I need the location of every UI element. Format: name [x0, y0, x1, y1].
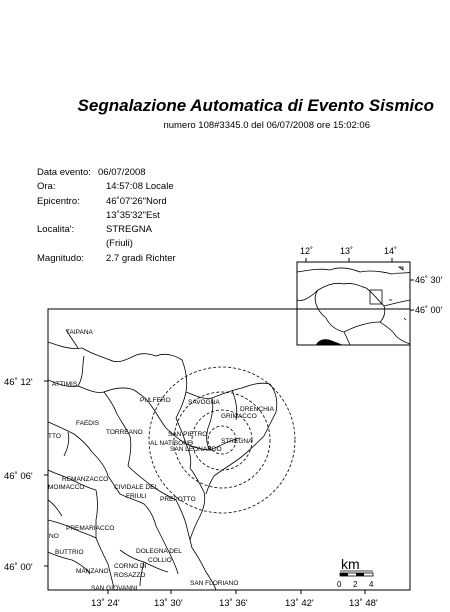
- lon-label-1348: 13˚ 48': [349, 598, 378, 609]
- place-tto-partial: TTO: [48, 433, 61, 440]
- place-pulfero: PULFERO: [140, 397, 171, 404]
- place-san-pietro: SAN PIETRO: [168, 431, 208, 438]
- lat-label-4600: 46˚ 00': [4, 562, 33, 573]
- place-corno: CORNO DI: [114, 563, 147, 570]
- inset-lat-label-4630: 46˚ 30': [415, 275, 443, 285]
- lon-label-1330: 13˚ 30': [154, 598, 183, 609]
- locality-label: Localita':: [37, 224, 75, 236]
- place-friuli: FRIULI: [126, 493, 147, 500]
- scale-tick-0: 0: [337, 580, 342, 589]
- place-drenchia: DRENCHIA: [240, 406, 274, 413]
- main-map: [4, 309, 410, 609]
- lat-label-4606: 46˚ 06': [4, 471, 33, 482]
- place-labels: [48, 329, 275, 592]
- epicenter-lat-value: 46˚07'26"Nord: [106, 195, 167, 207]
- lon-label-1324: 13˚ 24': [91, 598, 120, 609]
- place-prepotto: PREPOTTO: [160, 496, 196, 503]
- region-value: (Friuli): [106, 238, 133, 250]
- place-rosazzo: ROSAZZO: [114, 572, 146, 579]
- report-title: Segnalazione Automatica di Evento Sismico: [77, 96, 434, 115]
- place-no-partial: NO: [49, 533, 59, 540]
- event-date-value: 06/07/2008: [98, 167, 146, 178]
- scale-tick-4: 4: [369, 580, 374, 589]
- place-san-floriano: SAN FLORIANO: [190, 580, 239, 587]
- event-time-label: Ora:: [37, 181, 56, 193]
- scale-unit: km: [341, 556, 360, 572]
- place-taipana: TAIPANA: [66, 329, 93, 336]
- inset-map: [297, 246, 443, 345]
- place-premariacco: PREMARIACCO: [66, 525, 115, 532]
- locality-value: STREGNA: [106, 224, 152, 236]
- lon-label-1342: 13˚ 42': [285, 598, 314, 609]
- magnitude-value: 2.7 gradi Richter: [106, 252, 176, 264]
- lat-label-4612: 46˚ 12': [4, 377, 33, 388]
- lon-label-1336: 13˚ 36': [219, 598, 248, 609]
- place-remanzacco: REMANZACCO: [62, 476, 109, 483]
- epicenter-label: Epicentro:: [37, 195, 80, 207]
- inset-lon-label-14: 14˚: [384, 246, 398, 256]
- scale-bar: [337, 556, 374, 589]
- place-manzano: MANZANO: [76, 568, 109, 575]
- scale-tick-2: 2: [353, 580, 358, 589]
- place-torreano: TORREANO: [106, 429, 143, 436]
- place-savogna: SAVOGNA: [188, 399, 220, 406]
- place-stregna: STREGNA: [221, 438, 253, 445]
- place-dolegna: DOLEGNA DEL: [136, 548, 182, 555]
- magnitude-label: Magnitudo:: [37, 252, 85, 264]
- inset-lat-label-4600: 46˚ 00': [415, 305, 443, 315]
- place-attimis: ATTIMIS: [52, 381, 78, 388]
- place-grimacco: GRIMACCO: [221, 413, 257, 420]
- place-faedis: FAEDIS: [76, 420, 100, 427]
- event-time-value: 14:57:08 Locale: [106, 181, 174, 193]
- inset-lon-label-13: 13˚: [340, 246, 354, 256]
- place-al-natisone: AL NATISONE: [150, 440, 193, 447]
- place-moimacco: MOIMACCO: [48, 484, 85, 491]
- inset-lon-label-12: 12˚: [300, 246, 314, 256]
- report-subtitle: numero 108#3345.0 del 06/07/2008 ore 15:02:06: [163, 120, 370, 131]
- place-collio: COLLIO: [148, 557, 172, 564]
- main-map-frame: [48, 309, 410, 590]
- place-cividale: CIVIDALE DEL: [114, 484, 159, 491]
- event-date-label: Data evento:: [37, 167, 91, 178]
- place-san-giovanni: SAN GIOVANNI: [91, 585, 138, 592]
- epicenter-lon-value: 13˚35'32"Est: [106, 209, 160, 221]
- place-san-leonardo: SAN LEONARDO: [170, 446, 222, 453]
- place-buttrio: BUTTRIO: [55, 549, 84, 556]
